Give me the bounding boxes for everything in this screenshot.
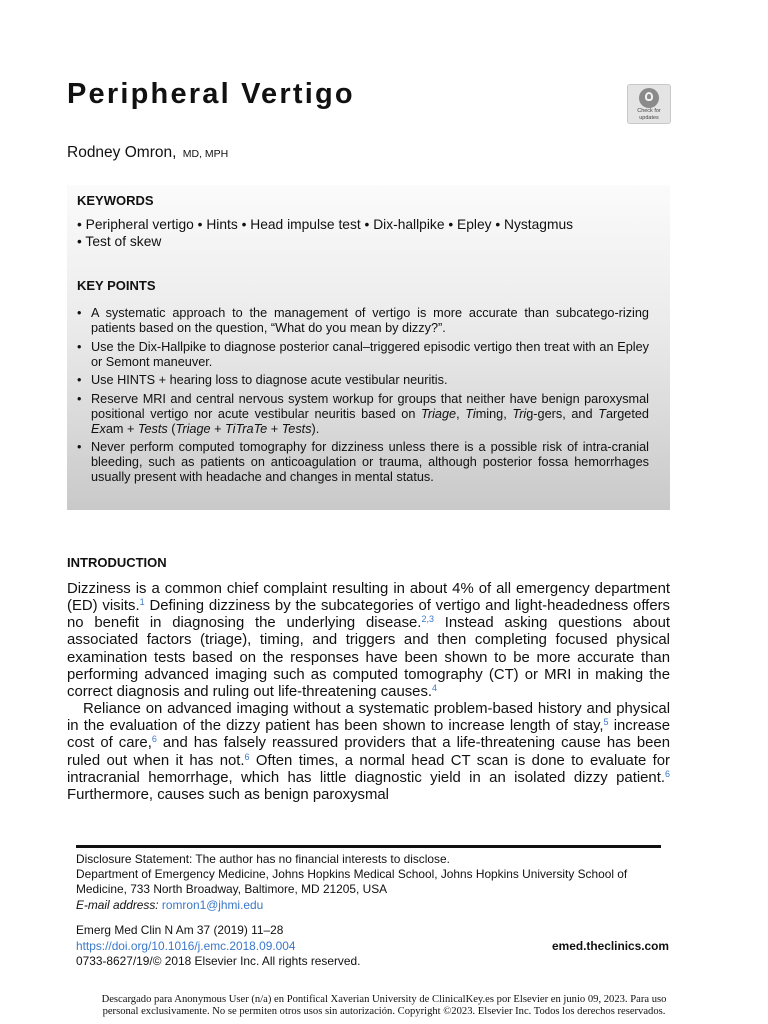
key-point: • Use the Dix-Hallpike to diagnose posterior canal–triggered episodic vertigo then treat with an Epley or Semont maneuver.	[77, 340, 649, 370]
keyword: Test of skew	[85, 234, 162, 249]
paragraph: Dizziness is a common chief complaint resulting in about 4% of all emergency department (ED) visits.$^1$ Defining dizziness by the subcategories of vertigo and light-headedness offers no benefit in diagnosing the underlying disease.$^{2,3}$ Instead asking questions about associated factors (triage), timing, and triggers and then completing focused physical examination tests based on the responses have been shown to be more accurate than performing advanced imaging such as computed tomography (CT) or MRI in making the correct diagnosis and ruling out life-threatening causes.$^4$	[67, 581, 671, 700]
keyword: Peripheral vertigo	[85, 217, 194, 232]
email-line	[76, 898, 676, 913]
article-title: Peripheral Vertigo	[67, 78, 355, 110]
citation-ref[interactable]: 1	[139, 597, 145, 608]
download-notice-line-1: Descargado para Anonymous User (n/a) en Pontifical Xaverian University de ClinicalKey.es por Elsevier en junio 09, 2023. Para uso	[101, 994, 667, 1005]
check-for-updates-icon	[639, 88, 659, 108]
disclosure-statement: Disclosure Statement: The author has no financial interests to disclose.	[76, 852, 450, 866]
key-point: • Use HINTS + hearing loss to diagnose acute vestibular neuritis.	[77, 373, 649, 388]
key-points-heading: KEY POINTS	[77, 278, 156, 293]
introduction-body	[67, 581, 670, 804]
key-points-list	[77, 306, 649, 489]
keyword: Hints	[206, 217, 238, 232]
keywords-heading: KEYWORDS	[77, 193, 154, 208]
email-label: E-mail address:	[76, 897, 159, 912]
author-line	[67, 144, 228, 162]
email-link[interactable]: romron1@jhmi.edu	[161, 897, 264, 912]
affiliation: Department of Emergency Medicine, Johns Hopkins Medical School, Johns Hopkins University School of Medicine, 733 North Broadway, Baltimore, MD 21205, USA	[76, 867, 628, 897]
author-degrees: MD, MPH	[182, 148, 229, 160]
citation-ref[interactable]: 6	[664, 768, 670, 779]
citation-ref[interactable]: 6	[151, 734, 157, 745]
paragraph: Reliance on advanced imaging without a systematic problem-based history and physical in the evaluation of the dizzy patient has been shown to increase length of stay,$^5$ increase cost of care,$^6$ and has falsely reassured providers that a life-threatening cause has been ruled out when it has not.$^6$ Often times, a normal head CT scan is done to evaluate for intracranial hemorrhage, which has little diagnostic yield in an isolated dizzy patient.$^6$ Furthermore, causes such as benign paroxysmal	[67, 701, 671, 803]
download-notice-line-2: personal exclusivamente. No se permiten otros usos sin autorización. Copyright ©2023. Elsevier Inc. Todos los derechos reservados.	[102, 1006, 666, 1017]
badge-text-2: updates	[639, 114, 659, 121]
keyword: Head impulse test	[250, 217, 361, 232]
footnote-divider	[76, 845, 661, 848]
footnote-block	[76, 852, 676, 913]
badge-text-1: Check for	[637, 108, 661, 114]
citation-ref[interactable]: 5	[603, 717, 609, 728]
keyword: Epley	[457, 217, 492, 232]
keyword: Dix-hallpike	[373, 217, 445, 232]
download-notice	[0, 994, 768, 1018]
citation-block	[76, 923, 669, 970]
doi-link[interactable]: https://doi.org/10.1016/j.emc.2018.09.004	[76, 938, 296, 953]
citation-ref[interactable]: 6	[244, 751, 250, 762]
keyword: Nystagmus	[504, 217, 574, 232]
check-for-updates-badge[interactable]	[627, 84, 671, 124]
keywords-list: • Peripheral vertigo • Hints • Head impulse test • Dix-hallpike • Epley • Nystagmus • Test of skew	[77, 217, 574, 249]
key-point: • Never perform computed tomography for dizziness unless there is a possible risk of intra-cranial bleeding, such as patients on anticoagulation or trauma, although posterior fossa hemorrhages usually present with headache and changes in mental status.	[77, 440, 649, 485]
author-name: Rodney Omron,	[67, 144, 177, 161]
introduction-heading: INTRODUCTION	[67, 555, 167, 570]
journal-reference: Emerg Med Clin N Am 37 (2019) 11–28	[76, 923, 284, 937]
journal-site: emed.theclinics.com	[552, 938, 669, 953]
key-point: • A systematic approach to the management of vertigo is more accurate than subcatego-rizing patients based on the question, “What do you mean by dizzy?”.	[77, 306, 649, 336]
citation-ref[interactable]: 4	[432, 682, 438, 693]
key-point: • Reserve MRI and central nervous system workup for groups that neither have benign paroxysmal positional vertigo nor acute vestibular neuritis based on Triage, Timing, Trig-gers, and Targeted Exam + Tests (Triage + TiTraTe + Tests).	[77, 392, 649, 437]
issn-copyright: 0733-8627/19/© 2018 Elsevier Inc. All rights reserved.	[76, 954, 361, 968]
abstract-box	[67, 185, 670, 510]
citation-ref[interactable]: 2,3	[421, 614, 434, 625]
